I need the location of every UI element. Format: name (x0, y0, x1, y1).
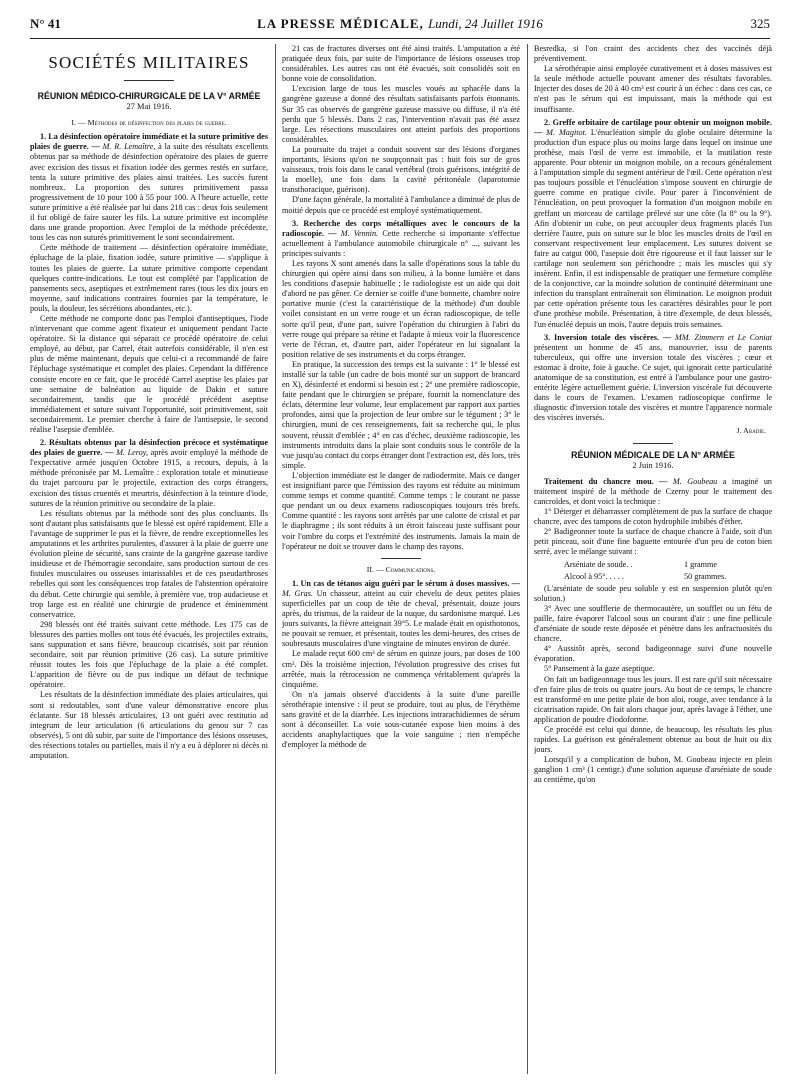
article-columns (30, 44, 772, 1074)
paragraph: 21 cas de fractures diverses ont été ainsi traités. L'amputation a été pratiquée deux fois, par suite de l'importance de lésions osseuses trop considérables. Les autres cas ont été évacués, soit consolidés soit en bonne voie de consolidation. (282, 44, 520, 84)
main-title: SOCIÉTÉS MILITAIRES (48, 53, 250, 72)
paragraph: On n'a jamais observé d'accidents à la suite d'une pareille sérothérapie intensive : il peut se produire, tout au plus, de l'érythème sans gravité et de la diarrhée. Les injections intrarachidiennes de sérum sont à déconseiller. La voie sous-cutanée expose bien moins à des accidents anaphylactiques que la voie sanguine ; rien n'empêche d'employer la méthode de (282, 689, 520, 750)
paragraph-text: présentent un homme de 45 ans, manouvrier, issu de parents tuberculeux, qui offre une inversion totale des viscères ; cœur et estomac à droite, foie à gauche. Ce sujet, qui ignorait cette particularité anatomique de sa constitution, est entré à l'ambulance pour une gastro-entérite légère actuellement guérie. L'inversion viscérale fut découverte dans le cours de l'examen. L'examen radioscopique confirme le diagnostic d'inversion totale des viscères et montre l'apparence normale des viscères inversés. (534, 342, 772, 423)
paragraph: Les résultats de la désinfection immédiate des plaies articulaires, qui sont si redoutables, sont d'une valeur démonstrative encore plus éclatante. Sur 18 blessés articulaires, 13 ont guéri avec restitutio ad integrum de leur articulation (6 articulations du genou sur 7 cas observés), 5 ont dû subir, par suite de l'importance des lésions osseuses, des résections totales ou partielles, mais il n'y a eu à déplorer ni décès ni amputation. (30, 690, 268, 760)
signature: J. Abadie. (736, 426, 766, 436)
item-heading: 3. Inversion totale des viscères. — (544, 332, 671, 342)
author: M. R. Lemaître, (102, 142, 156, 152)
paragraph: Cette méthode ne comporte donc pas l'emploi d'antiseptiques, l'iode n'intervenant que comme agent fixateur et uniquement pendant l'acte opératoire. Si la distance qui séparait ce procédé opératoire de celui employé, au début, par Carrel, était autrefois considérable, il n'en est plus de même maintenant, depuis que celui-ci a recommandé de faire l'épluchage systématique et complet des plaies. Cependant la différence consiste encore en ce fait, que le procédé Carrel aseptise les plaies par une semaine de balnéation au liquide de Dakin et suture secondairement, tandis que le procédé précédent aseptise immédiatement et suture suivant l'opportunité, soit primitivement, soit secondairement. Le premier cherche à faire de l'antisepsie, le second réalise l'asepsie d'emblée. (30, 313, 268, 434)
paragraph: Les résultats obtenus par la méthode sont des plus concluants. Ils sont d'autant plus satisfaisants que le blessé est opéré rapidement. Elle a l'avantage de supprimer le pus et la fièvre, de rendre exceptionnelles les amputations et les arthrites purulentes, d'assurer à la plaie de guerre une évolution pleine de sécurité, sans crainte de la gangrène gazeuse tardive insidieuse et de l'hémorragie secondaire, sans production surtout de ces fistules musculaires ou osseuses intarissables et de ces pseudarthroses rebelles qui sont les conséquences trop fatales de l'abstention opératoire du début. Cette chirurgie qui semble, à première vue, trop audacieuse et trop large est en réalité une chirurgie de prudence et éminemment conservatrice. (30, 508, 268, 619)
page-header (30, 16, 770, 36)
author: MM. Zimmern et Le Coniat (674, 332, 772, 342)
issue-number: N° 41 (30, 16, 61, 31)
running-title (30, 16, 770, 32)
paragraph-text: à la suite des résultats excellents obtenus par sa méthode de désinfection opératoire des plaies de guerre avec excision des tissus et fixation iodée des germes restés en surface, tenta la suture primitive des plaies ainsi traitées. Les succès furent nombreux. La proportion des sutures primitivement passa progressivement de 10 pour 100 à 55 pour 100. A l'heure actuelle, cette suture primitive a été réalisée par lui dans 218 cas : deux fois seulement il fut obligé de faire sauter les fils. La suture primitive est incomplète dans une grande proportion. Avec l'emploi de la méthode précédente, tous les cas non suturés primitivement le sont secondairement. (30, 142, 268, 243)
divider (381, 558, 421, 559)
paragraph (282, 219, 520, 259)
section-date: 2 Juin 1916. (632, 460, 674, 470)
subsection-heading: I. — Méthodes de désinfection des plaies de guerre. (71, 118, 227, 128)
header-rule (30, 38, 770, 39)
item-heading: 2. Greffe orbitaire de cartilage pour obtenir un moignon mobile. — (534, 117, 772, 137)
column-1 (30, 44, 268, 1074)
paragraph (30, 438, 268, 509)
paragraph-text: Un chasseur, atteint au cuir chevelu de deux petites plaies superficielles par un coup de tête de cheval, présentait, douze jours après, du trismus, de la raideur de la nuque, du sardonisme marqué. Les jours suivants, la fièvre atteignait 39°5. Le malade était en opisthotonos, ne pouvait se remuer, et présentait, toutes les demi-heures, des crises de soubresauts musculaires d'une vingtaine de minutes environ de durée. (282, 588, 520, 649)
paragraph: Besredka, si l'on craint des accidents chez des vaccinés déjà préventivement. (534, 44, 772, 64)
section-date: 27 Mai 1916. (126, 102, 172, 112)
ingredient-name: Alcool à 95°. . . . . (564, 571, 624, 581)
paragraph: Les rayons X sont amenés dans la salle d'opérations sous la table du chirurgien qui opère ainsi dans son milieu, à la bonne lumière et dans les conditions d'asepsie habituelle ; le radiologiste est un aide qui doit d'abord ne pas gêner. Ce dernier se coiffe d'une bonnette, chambre noire portative munie (c'est la caractéristique de la méthode) d'un double voilet consistant en un verre rouge et un écran radioscopique, de telle sorte qu'il peut, d'une part, suivre l'opération du chirurgien à l'abri du verre rouge qui prépare sa rétine et l'adapte à mieux voir la fluorescence verte de l'écran, et, d'autre part, aider l'opérateur en lui signalant la position relative de ses instruments et du corps étranger. (282, 258, 520, 359)
paragraph: On fait un badigeonnage tous les jours. Il est rare qu'il soit nécessaire d'en faire plus de trois ou quatre jours. Au bout de ce temps, le chancre est transformé en une petite plaie de bon aloi, rouge, avec tendance à la cicatrisation rapide. On fait alors chaque jour, après lavage à l'éther, une application de poudre d'iodoforme. (534, 674, 772, 724)
item-heading: 1. Un cas de tétanos aigu guéri par le sérum à doses massives. — (292, 578, 520, 588)
formula-line (564, 572, 772, 582)
paragraph (30, 132, 268, 243)
section-title: RÉUNION MÉDICALE DE LA N° ARMÉE (571, 449, 735, 460)
paragraph (534, 118, 772, 330)
ingredient-name: Arséniate de soude. . (564, 559, 633, 569)
paragraph: Ce procédé est celui qui donne, de beaucoup, les résultats les plus rapides. La guérison est généralement obtenue au bout de huit ou dix jours. (534, 725, 772, 755)
subsection-heading: II. — Communications. (366, 564, 436, 574)
paragraph: 4° Aussitôt après, second badigeonnage suivi d'une nouvelle évaporation. (534, 644, 772, 664)
column-2 (282, 44, 520, 1074)
paragraph: 5° Pansement à la gaze aseptique. (544, 664, 655, 674)
item-heading: 2. Résultats obtenus par la désinfection précoce et systématique des plaies de guerre. — (30, 438, 268, 458)
paragraph: Cette méthode de traitement — désinfection opératoire immédiate, épluchage de la plaie, fixation iodée, suture primitive — s'applique à toutes les plaies de guerre. La suture primitive comporte cependant quelques contre-indications. Le tout est complété par l'application de pansements secs, aseptiques et extrêmement rares (tous les dix jours en moyenne, sauf indications contraires fournies par la température, le pouls, la douleur, les sécrétions abondantes, etc.). (30, 243, 268, 313)
paragraph-text: après avoir employé la méthode de l'expectative armée jusqu'en Octobre 1915, a recours, depuis, à la méthode préconisée par M. Lemaître : exploration totale et minutieuse du trajet parcouru par le projectile, extraction des corps étrangers, excision des tissus cruentés et meurtris, désinfection à la teinture d'iode, sutures de la réunion primitive ou secondaire de la plaie. (30, 448, 268, 508)
paragraph: (L'arséniate de soude peu soluble y est en suspension plutôt qu'en solution.) (534, 583, 772, 603)
paragraph: 298 blessés ont été traités suivant cette méthode. Les 175 cas de blessures des parties molles ont tous été évacués, les projectiles extraits, sans suppuration et sans fièvre, beaucoup cicatrisés, soit par réunion secondaire, soit par réunion primitive (26 cas). La suture primitive réussit toutes les fois que l'épluchage de la plaie a été complet. L'apparition de fièvre ou de pus indique un défaut de technique opératoire. (30, 619, 268, 690)
item-heading: 3. Recherche des corps métalliques avec le concours de la radioscopie. — (282, 218, 520, 238)
formula-line (564, 560, 772, 570)
paragraph-text: L'énucléation simple du globe oculaire détermine la production d'un espace plus ou moins large dans lequel on insinue une prothèse, mais l'œil de verre est immobile, et la mutilation reste apparente. Pour obtenir un moignon mobile, on a recours généralement à l'amputation simple du segment antérieur de l'œil. Cette opération n'est pas toujours possible et l'énucléation s'impose souvent en chirurgie de guerre comme en pratique civile. Pour parer à l'inconvénient de l'énucléation, on peut provoquer la formation d'un moignon mobile en greffant un morceau de cartilage prélevé sur une côte (la 8° ou la 9°). Afin d'obtenir un cube, on peut accoupler deux fragments placés l'un derrière l'autre, puis on suture sur le bloc les muscles droits de l'œil en conservant respectivement leur emplacement. Les sutures doivent se faire au catgut 000, l'asepsie doit être rigoureuse et il faut laisser sur le cartilage non seulement son périchondre ; mais les muscles qui s'y insèrent. Enfin, il est indispensable de pratiquer une fermeture complète de la conjonctive, car la moindre solution de continuité déterminant une infection du transplant entraînerait son élimination. Le moignon produit par cette opération présente tous les caractères désirables pour le port d'une prothèse mobile. Présentation, à titre d'exemple, de deux blessés, l'un énucléé depuis un mois, l'autre depuis trois semaines. (534, 127, 772, 329)
section-title: RÉUNION MÉDICO-CHIRURGICALE DE LA V° ARMÉE (37, 91, 261, 101)
item-heading: 1. La désinfection opératoire immédiate et la suture primitive des plaies de guerre. — (30, 132, 268, 152)
paragraph: L'excision large de tous les muscles voués au sphacèle dans la gangrène gazeuse a donné des résultats satisfaisants parfois étonnants. Sur 35 cas observés de gangrène gazeuse massive ou diffuse, il n'a été perdu que 5 blessés. Dans 2 cas, l'intervention n'avait pas été assez large. Les résections musculaires ont atteint parfois des proportions considérables. (282, 84, 520, 144)
ingredient-quantity: 1 gramme (684, 559, 717, 569)
paragraph (534, 477, 772, 507)
author: M. Leroy, (116, 448, 148, 458)
column-3 (534, 44, 772, 1074)
journal-name: LA PRESSE MÉDICALE, (257, 16, 424, 31)
author: M. Magitot. (546, 127, 587, 137)
paragraph: 3° Avec une soufflerie de thermocautère, un soufflet ou un fétu de paille, faire évaporer l'alcool sous un courant d'air : une fine pellicule d'arséniate de soude reste déposée et pénètre dans les anfractuosités du chancre. (534, 603, 772, 644)
author: M. Vennin. (340, 228, 379, 238)
paragraph: En pratique, la succession des temps est la suivante : 1° le blessé est installé sur la table (un cadre de bois monté sur un support de brancard en X), désinfecté et endormi si besoin est ; 2° une première radioscopie, faite pendant que le chirurgien se prépare, fournit la nomenclature des éclats, détermine leur volume, leur emplacement par rapport aux parties profondes, ainsi que la projection de leur ombre sur le tégument ; 3° le chirurgien, muni de ces renseignements, fait sa recherche qui, le plus souvent, réussit d'emblée ; 4° en cas d'échec, deuxième radioscopie, les instruments introduits dans la plaie sont conduits sous le contrôle de la vue jusqu'au contact du corps étranger dont l'extraction est, dès lors, très simple. (282, 359, 520, 470)
title-rule (124, 80, 174, 81)
paragraph (282, 579, 520, 650)
paragraph-text: Cette recherche si importante s'effectue actuellement à l'ambulance automobile chirurgicale n° ..., suivant les principes suivants : (282, 228, 520, 258)
page-number: 325 (750, 16, 770, 31)
paragraph: Lorsqu'il y a complication de bubon, M. Goubeau injecte en plein ganglion 1 cm³ (1 centigr.) d'une solution aqueuse d'arséniate de soude au centième, qu'on (534, 755, 772, 785)
paragraph-text: a imaginé un traitement inspiré de la méthode de Czerny pour le traitement des cancroïdes, et dont voici la technique : (534, 476, 772, 506)
issue-date: Lundi, 24 Juillet 1916 (428, 16, 543, 31)
paragraph (534, 333, 772, 424)
paragraph: L'objection immédiate est le danger de radiodermite. Mais ce danger est insignifiant parce que l'émission des rayons est réduite au minimum comme temps et comme quantité. Comme temps : le courant ne passe que pendant un ou deux examens radioscopiques toujours très brefs. Comme quantité : les rayons sont arrêtés par une calotte de cristal et par le diaphragme ; ils sont réduits à un étroit faisceau juste suffisant pour voir l'ombre du corps et l'extrémité des instruments. Jamais la main de l'opérateur ne doit se trouver dans le champ des rayons. (282, 470, 520, 551)
paragraph: 2° Badigeonner toute la surface de chaque chancre à l'aide, soit d'un petit pinceau, soit d'une fine baguette entourée d'un peu de coton bien serré, avec le mélange suivant : (534, 527, 772, 557)
paragraph: D'une façon générale, la mortalité à l'ambulance a diminué de plus de moitié depuis que ce procédé est employé systématiquement. (282, 195, 520, 215)
ingredient-quantity: 50 grammes. (684, 571, 727, 581)
author: M. Goubeau (672, 476, 718, 486)
paragraph: La poursuite du trajet a conduit souvent sur des lésions d'organes importants, lésions qu'on ne soupçonnait pas : huit fois sur de gros vaisseaux, trois fois dans le canal vertébral (trois guérisons, intégrité de la moelle), une fois dans la cavité péritonéale (laparotomie transthoracique, guérison). (282, 144, 520, 195)
paragraph: 1° Déterger et débarrasser complètement de pus la surface de chaque chancre, avec des tampons de coton hydrophile imbibés d'éther. (534, 507, 772, 527)
author: M. Gras. (282, 588, 313, 598)
paragraph: Le malade reçut 600 cm³ de sérum en quinze jours, par doses de 100 cm³. Dès la troisième injection, l'évolution progressive des crises fut arrêtée, mais la rétrocession ne commença véritablement qu'après la cinquième. (282, 649, 520, 689)
item-heading: Traitement du chancre mou. — (544, 476, 668, 486)
paragraph: La sérothérapie ainsi employée curativement et à doses massives est la seule méthode actuelle pouvant amener des résultats favorables. Injecter des doses de 20 à 40 cm³ est courir à un échec : dans ces cas, ce n'est pas le sérum qui est impuissant, mais la méthode qui est insuffisante. (534, 64, 772, 114)
divider (633, 443, 673, 444)
